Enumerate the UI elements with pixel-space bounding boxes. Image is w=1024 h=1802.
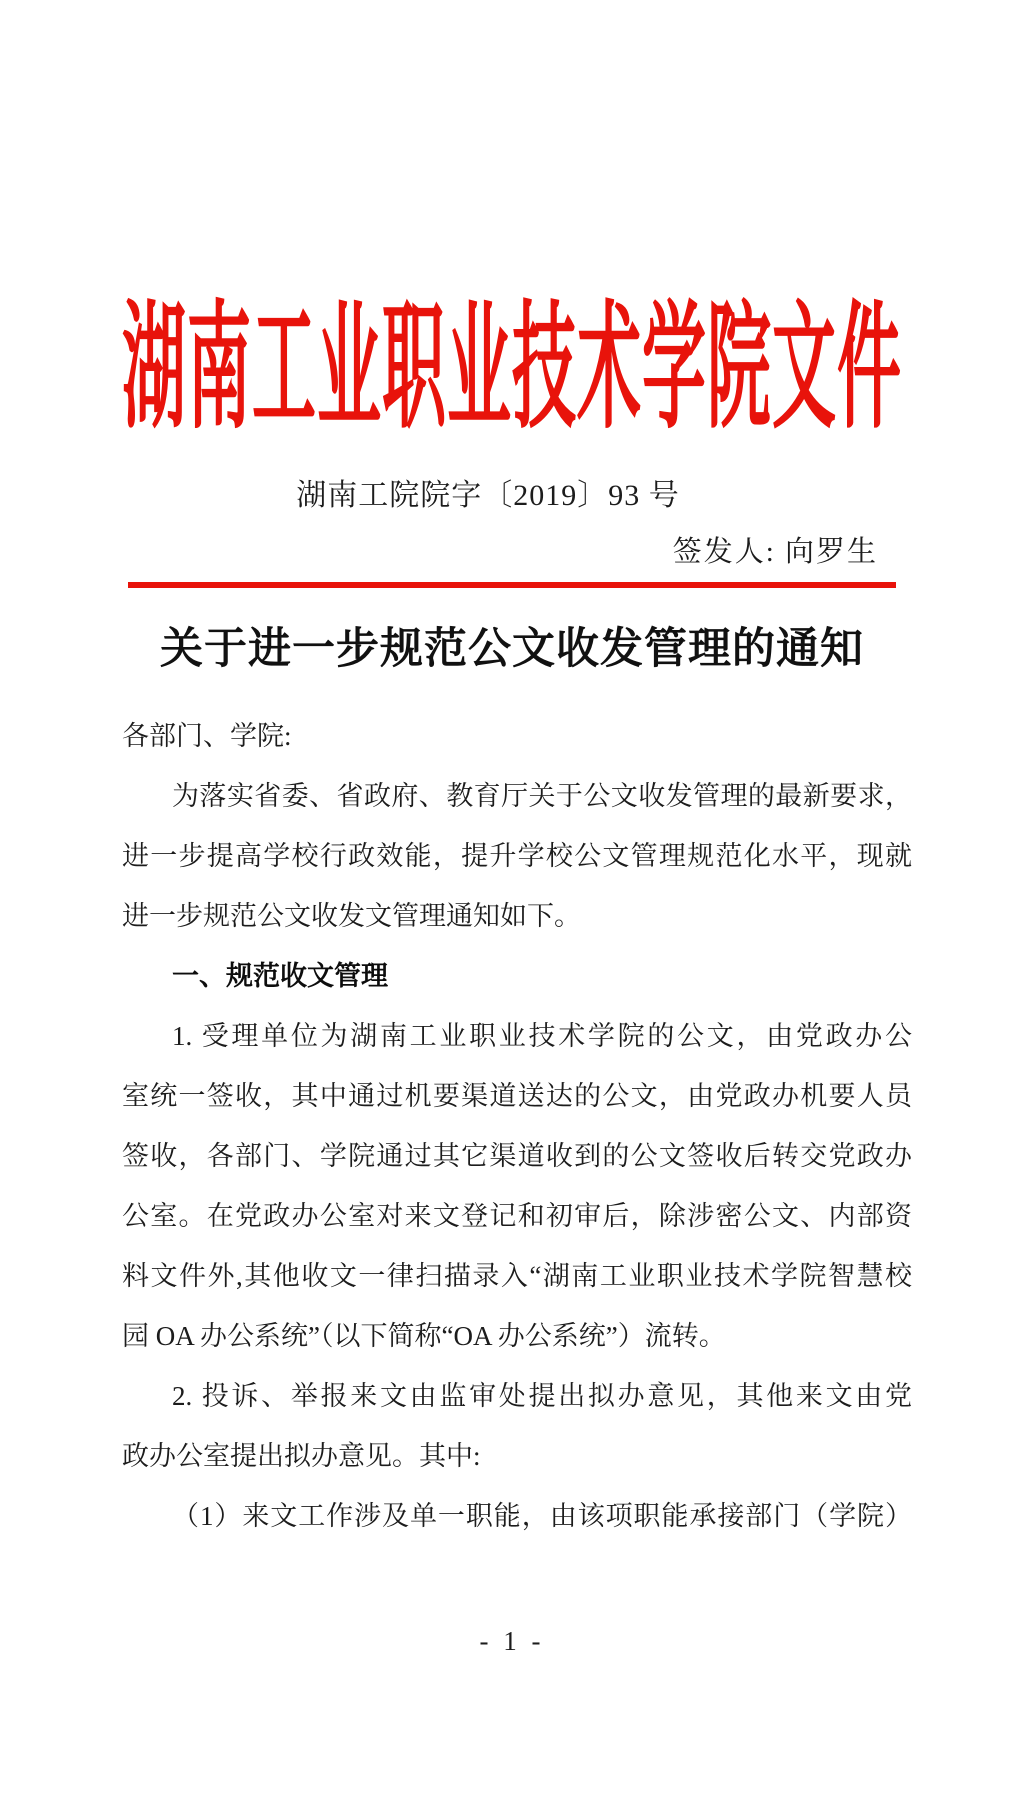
body-line: 签收，各部门、学院通过其它渠道收到的公文签收后转交党政办: [122, 1141, 912, 1171]
document-title: 关于进一步规范公文收发管理的通知: [160, 626, 864, 673]
body-line: 室统一签收，其中通过机要渠道送达的公文，由党政办机要人员: [122, 1081, 912, 1111]
page-number: - 1 -: [479, 1626, 545, 1656]
body-line: 料文件外,其他收文一律扫描录入“湖南工业职业技术学院智慧校: [122, 1261, 912, 1291]
body-line: 公室。在党政办公室对来文登记和初审后，除涉密公文、内部资: [122, 1201, 912, 1231]
document-body: [122, 706, 912, 1546]
body-line: 进一步规范公文收发文管理通知如下。: [122, 901, 581, 931]
masthead-title: 湖南工业职业技术学院文件: [122, 292, 902, 446]
red-divider-rule: [128, 582, 896, 588]
doc-number: 湖南工院院字〔2019〕93 号: [296, 479, 680, 512]
body-line: 各部门、学院:: [122, 721, 292, 751]
body-line: 2. 投诉、举报来文由监审处提出拟办意见，其他来文由党: [172, 1381, 912, 1411]
body-line: 1. 受理单位为湖南工业职业技术学院的公文，由党政办公: [172, 1021, 912, 1051]
body-line: 进一步提高学校行政效能，提升学校公文管理规范化水平，现就: [122, 841, 912, 871]
body-line: 政办公室提出拟办意见。其中:: [122, 1441, 481, 1471]
body-line: 为落实省委、省政府、教育厅关于公文收发管理的最新要求，: [172, 781, 912, 811]
body-line: （1）来文工作涉及单一职能，由该项职能承接部门（学院）: [172, 1501, 912, 1531]
issuer-line: 签发人: 向罗生: [672, 536, 878, 568]
body-line: 园 OA 办公系统”（以下简称“OA 办公系统”）流转。: [122, 1321, 726, 1351]
section-heading: 一、规范收文管理: [172, 961, 388, 991]
